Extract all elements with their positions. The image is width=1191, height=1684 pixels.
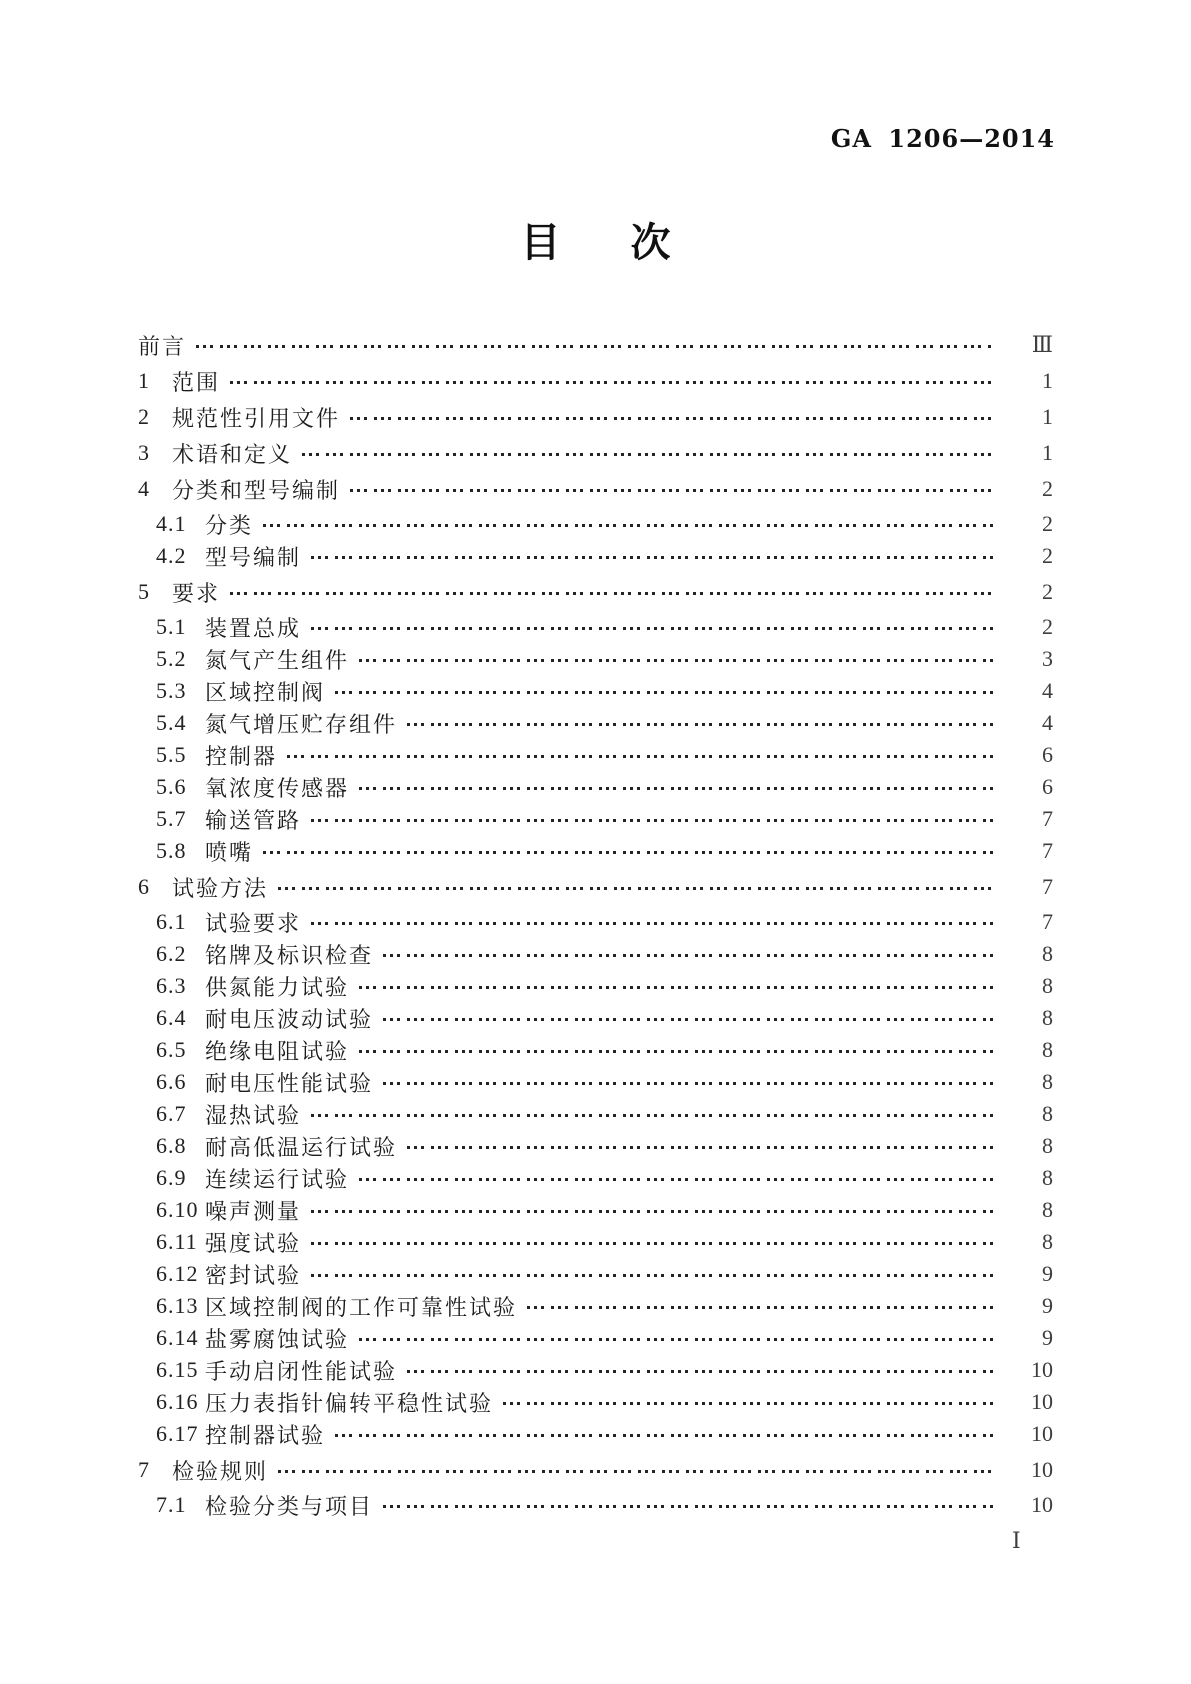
toc-page-number: 8 <box>1042 1037 1053 1062</box>
toc-dot-leader <box>503 1402 993 1405</box>
toc-entry-number: 6.13 <box>156 1293 199 1318</box>
toc-page-number: 8 <box>1042 1165 1053 1190</box>
toc-page-number: 6 <box>1042 774 1053 799</box>
toc-dot-leader <box>335 1434 993 1437</box>
toc-entry-number: 7 <box>138 1457 150 1482</box>
toc-entry <box>138 1034 1053 1066</box>
toc-entry-number: 6.2 <box>156 941 187 966</box>
toc-entry-number: 6.1 <box>156 909 187 934</box>
page-title-char-1: 目 <box>520 220 561 265</box>
toc-entry-title: 绝缘电阻试验 <box>205 1038 350 1064</box>
toc-page-number: 10 <box>1031 1492 1053 1517</box>
toc-page-number: 8 <box>1042 1133 1053 1158</box>
toc-entry-number: 4.2 <box>156 543 187 568</box>
toc-page-number: 3 <box>1042 646 1053 671</box>
toc-dot-leader <box>230 381 993 384</box>
toc-dot-leader <box>335 691 993 694</box>
toc-entry-title: 铭牌及标识检查 <box>205 942 374 968</box>
toc-entry-number: 6.14 <box>156 1325 199 1350</box>
toc-entry-title: 前言 <box>138 333 187 359</box>
toc-entry-number: 6.5 <box>156 1037 187 1062</box>
toc-page-number: 9 <box>1042 1261 1053 1286</box>
toc-dot-leader <box>311 1242 993 1245</box>
toc-page-number: 8 <box>1042 1069 1053 1094</box>
toc-entry-title: 区域控制阀 <box>205 679 326 705</box>
toc-entry-number: 4.1 <box>156 511 187 536</box>
toc-dot-leader <box>278 1470 993 1473</box>
toc-entry-number: 6 <box>138 874 150 899</box>
toc-entry <box>138 611 1053 643</box>
toc-dot-leader <box>311 1210 993 1213</box>
toc-entry-title: 喷嘴 <box>205 839 254 865</box>
page-title-char-2: 次 <box>630 220 671 265</box>
toc-page-number: 7 <box>1042 838 1053 863</box>
toc-dot-leader <box>359 986 993 989</box>
toc-page-number: 2 <box>1042 614 1053 639</box>
toc-dot-leader <box>263 524 993 527</box>
toc-page-number: 2 <box>1042 511 1053 536</box>
toc-page-number: 7 <box>1042 806 1053 831</box>
toc-entry-title: 连续运行试验 <box>205 1166 350 1192</box>
toc-entry-title: 装置总成 <box>205 615 302 641</box>
toc-entry-number: 6.7 <box>156 1101 187 1126</box>
toc-entry-title: 供氮能力试验 <box>205 974 350 1000</box>
toc-entry <box>138 401 1053 433</box>
toc-entry <box>138 365 1053 397</box>
toc-dot-leader <box>359 1050 993 1053</box>
toc-dot-leader <box>383 1505 993 1508</box>
toc-dot-leader <box>311 819 993 822</box>
toc-entry <box>138 1130 1053 1162</box>
toc-entry-number: 5.8 <box>156 838 187 863</box>
toc-entry <box>138 739 1053 771</box>
toc-entry-title: 术语和定义 <box>172 441 293 467</box>
toc-entry <box>138 576 1053 608</box>
toc-page-number: 2 <box>1042 476 1053 501</box>
toc-entry <box>138 1194 1053 1226</box>
toc-entry <box>138 473 1053 505</box>
toc-dot-leader <box>311 1274 993 1277</box>
toc-page-number: 8 <box>1042 1005 1053 1030</box>
toc-entry <box>138 1418 1053 1450</box>
toc-dot-leader <box>350 417 993 420</box>
toc-entry-title: 试验方法 <box>172 875 269 901</box>
toc-page-number: 1 <box>1042 440 1053 465</box>
toc-entry-number: 4 <box>138 476 150 501</box>
page-title <box>138 221 1053 265</box>
toc-entry <box>138 803 1053 835</box>
toc-dot-leader <box>527 1306 993 1309</box>
toc-entry-title: 手动启闭性能试验 <box>205 1358 398 1384</box>
toc-entry-number: 6.3 <box>156 973 187 998</box>
toc-page-number: 8 <box>1042 1101 1053 1126</box>
toc-entry-title: 耐电压波动试验 <box>205 1006 374 1032</box>
toc-entry-title: 耐高低温运行试验 <box>205 1134 398 1160</box>
toc-page-number: 8 <box>1042 1229 1053 1254</box>
toc-entry-title: 检验规则 <box>172 1458 269 1484</box>
toc-entry <box>138 1226 1053 1258</box>
toc-entry-title: 控制器试验 <box>205 1422 326 1448</box>
standard-code: GA 1206—2014 <box>830 124 1055 153</box>
toc-entry-number: 6.4 <box>156 1005 187 1030</box>
toc-entry-title: 试验要求 <box>205 910 302 936</box>
toc-dot-leader <box>359 1338 993 1341</box>
toc-entry <box>138 675 1053 707</box>
toc-entry <box>138 771 1053 803</box>
toc-entry-title: 湿热试验 <box>205 1102 302 1128</box>
toc-page-number: 1 <box>1042 368 1053 393</box>
toc-entry-number: 6.16 <box>156 1389 199 1414</box>
toc-page-number: 8 <box>1042 941 1053 966</box>
toc-entry-number: 6.15 <box>156 1357 199 1382</box>
toc-entry <box>138 1322 1053 1354</box>
toc-entry <box>138 970 1053 1002</box>
toc-entry <box>138 437 1053 469</box>
toc-page-number: 4 <box>1042 710 1053 735</box>
toc-entry-number: 3 <box>138 440 150 465</box>
toc-dot-leader <box>407 1146 993 1149</box>
toc-dot-leader <box>407 1370 993 1373</box>
toc-entry <box>138 1290 1053 1322</box>
toc-entry-number: 5.6 <box>156 774 187 799</box>
toc-dot-leader <box>350 489 993 492</box>
toc-page-number: 4 <box>1042 678 1053 703</box>
toc-entry-number: 1 <box>138 368 150 393</box>
toc-entry <box>138 1386 1053 1418</box>
toc-entry-title: 分类和型号编制 <box>172 477 341 503</box>
toc-entry <box>138 1354 1053 1386</box>
toc-dot-leader <box>383 954 993 957</box>
page-folio: Ⅰ <box>1012 1528 1021 1553</box>
toc-page-number: 6 <box>1042 742 1053 767</box>
toc-entry <box>138 1489 1053 1521</box>
toc-dot-leader <box>311 556 993 559</box>
toc-entry-number: 5.4 <box>156 710 187 735</box>
toc-page-number: 7 <box>1042 874 1053 899</box>
toc-page-number: 2 <box>1042 579 1053 604</box>
toc-dot-leader <box>359 659 993 662</box>
toc-dot-leader <box>311 627 993 630</box>
toc-page-number: 10 <box>1031 1389 1053 1414</box>
toc-dot-leader <box>311 922 993 925</box>
toc-entry-title: 检验分类与项目 <box>205 1493 374 1519</box>
toc-entry-number: 5.7 <box>156 806 187 831</box>
toc-entry <box>138 1002 1053 1034</box>
toc-entry-title: 型号编制 <box>205 544 302 570</box>
toc-entry-title: 输送管路 <box>205 807 302 833</box>
toc-page-number: 9 <box>1042 1325 1053 1350</box>
toc-entry-number: 2 <box>138 404 150 429</box>
toc-entry-title: 压力表指针偏转平稳性试验 <box>205 1390 494 1416</box>
toc-page-number: 8 <box>1042 973 1053 998</box>
toc-entry-number: 7.1 <box>156 1492 187 1517</box>
toc-entry-number: 6.6 <box>156 1069 187 1094</box>
toc-entry-title: 要求 <box>172 580 221 606</box>
toc-entry <box>138 1162 1053 1194</box>
toc-dot-leader <box>383 1082 993 1085</box>
toc-entry <box>138 871 1053 903</box>
toc-entry-number: 6.17 <box>156 1421 199 1446</box>
toc-entry-title: 耐电压性能试验 <box>205 1070 374 1096</box>
toc-dot-leader <box>407 723 993 726</box>
toc-entry-number: 5.3 <box>156 678 187 703</box>
toc-entry-title: 氮气产生组件 <box>205 647 350 673</box>
toc-entry-number: 5.2 <box>156 646 187 671</box>
toc-entry-title: 范围 <box>172 369 221 395</box>
toc-entry <box>138 1066 1053 1098</box>
toc-entry-title: 控制器 <box>205 743 278 769</box>
toc-page-number: 1 <box>1042 404 1053 429</box>
toc-dot-leader <box>263 851 993 854</box>
toc-entry <box>138 1098 1053 1130</box>
toc-page-number: 2 <box>1042 543 1053 568</box>
toc-entry-number: 6.12 <box>156 1261 199 1286</box>
toc-entry <box>138 835 1053 867</box>
toc-entry-title: 分类 <box>205 512 254 538</box>
toc-dot-leader <box>230 592 993 595</box>
toc-page-number: 10 <box>1031 1357 1053 1382</box>
toc-dot-leader <box>196 345 993 348</box>
toc-dot-leader <box>287 755 993 758</box>
toc-page-number: 10 <box>1031 1421 1053 1446</box>
toc-page-number: Ⅲ <box>1031 332 1053 357</box>
toc-entry <box>138 1454 1053 1486</box>
toc-entry <box>138 707 1053 739</box>
toc-page-number: 8 <box>1042 1197 1053 1222</box>
toc-entry-title: 噪声测量 <box>205 1198 302 1224</box>
toc-entry-title: 规范性引用文件 <box>172 405 341 431</box>
toc-page-number: 7 <box>1042 909 1053 934</box>
toc-page-number: 9 <box>1042 1293 1053 1318</box>
toc-entry <box>138 1258 1053 1290</box>
toc-entry-number: 5 <box>138 579 150 604</box>
toc-entry-number: 5.5 <box>156 742 187 767</box>
toc-entry-number: 5.1 <box>156 614 187 639</box>
toc-dot-leader <box>359 1178 993 1181</box>
toc-entry-number: 6.11 <box>156 1229 198 1254</box>
toc-dot-leader <box>359 787 993 790</box>
toc-entry-title: 氮气增压贮存组件 <box>205 711 398 737</box>
toc-entry-number: 6.8 <box>156 1133 187 1158</box>
toc-entry-number: 6.10 <box>156 1197 199 1222</box>
toc-entry <box>138 643 1053 675</box>
toc-entry <box>138 938 1053 970</box>
toc-entry-title: 氧浓度传感器 <box>205 775 350 801</box>
toc-page-number: 10 <box>1031 1457 1053 1482</box>
toc-entry <box>138 906 1053 938</box>
toc-dot-leader <box>278 887 993 890</box>
toc-entry-title: 区域控制阀的工作可靠性试验 <box>205 1294 518 1320</box>
toc-dot-leader <box>311 1114 993 1117</box>
toc-entry-title: 强度试验 <box>205 1230 302 1256</box>
toc-entry <box>138 508 1053 540</box>
table-of-contents <box>138 329 1053 1521</box>
toc-dot-leader <box>302 453 993 456</box>
toc-entry <box>138 540 1053 572</box>
toc-entry-title: 密封试验 <box>205 1262 302 1288</box>
toc-dot-leader <box>383 1018 993 1021</box>
toc-entry-title: 盐雾腐蚀试验 <box>205 1326 350 1352</box>
toc-entry-number: 6.9 <box>156 1165 187 1190</box>
toc-entry <box>138 329 1053 361</box>
